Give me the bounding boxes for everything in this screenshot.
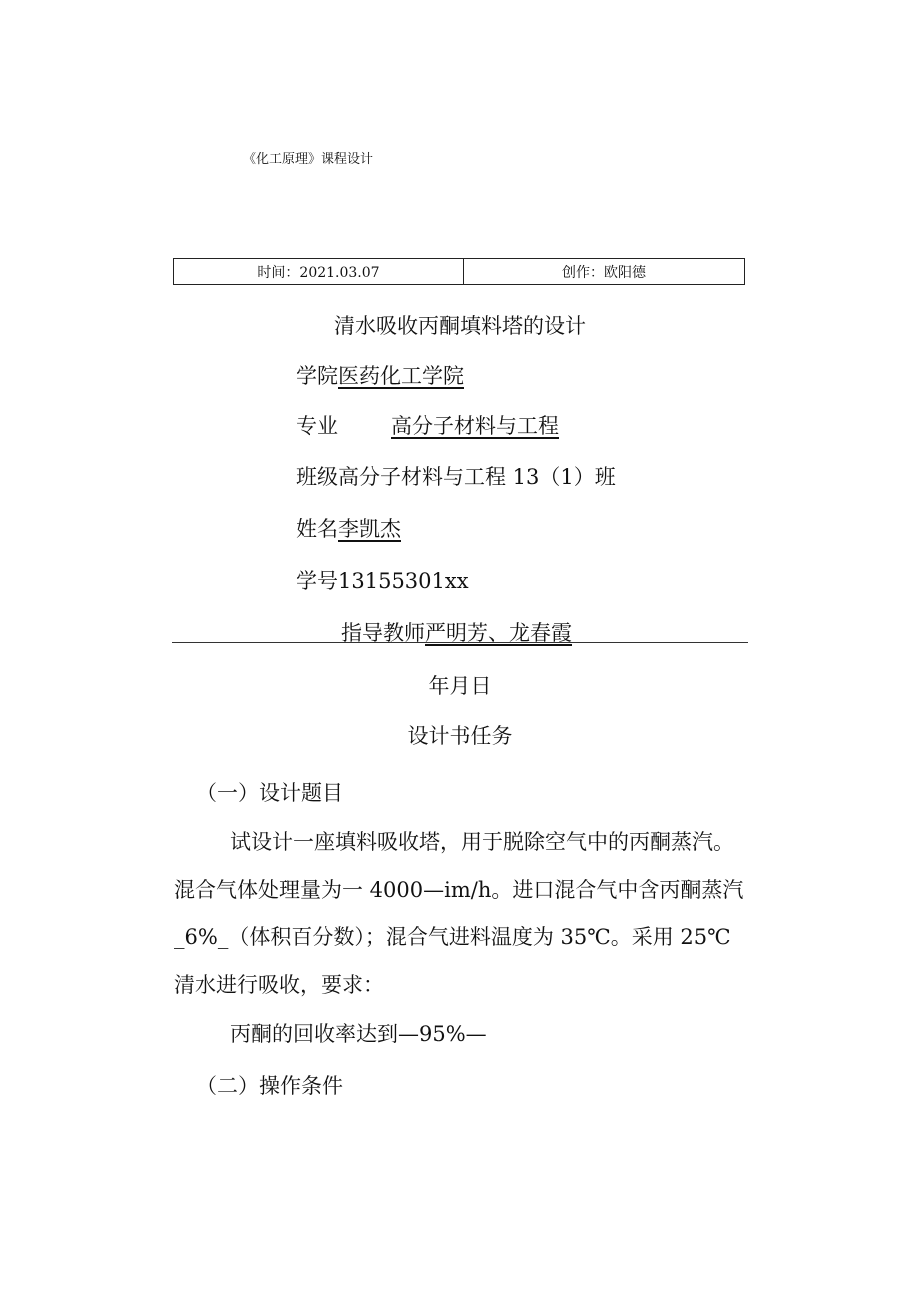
class-label: 班级 xyxy=(296,465,338,489)
meta-time: 时间：2021.03.07 xyxy=(174,259,464,284)
course-caption: 《化工原理》课程设计 xyxy=(243,152,374,167)
major-value: 高分子材料与工程 xyxy=(391,414,559,438)
cover-date: 年月日 xyxy=(428,674,492,698)
class-row xyxy=(296,461,616,491)
meta-table xyxy=(173,258,745,285)
name-label: 姓名 xyxy=(296,517,338,541)
section-heading-1: （一）设计题目 xyxy=(196,781,343,805)
id-row xyxy=(296,565,469,595)
divider-line xyxy=(172,642,748,643)
task-paragraph-line-3: _6%_（体积百分数）；混合气进料温度为 35℃。采用 25℃ xyxy=(174,925,731,949)
college-row xyxy=(296,360,464,390)
document-title: 清水吸收丙酮填料塔的设计 xyxy=(334,314,586,338)
advisor-value: 严明芳、龙春霞 xyxy=(425,621,572,645)
name-value: 李凯杰 xyxy=(338,517,401,541)
advisor-label: 指导教师 xyxy=(341,621,425,645)
id-value: 13155301xx xyxy=(338,569,469,593)
task-heading: 设计书任务 xyxy=(407,724,513,748)
task-requirement: 丙酮的回收率达到—95%— xyxy=(230,1022,487,1046)
meta-author: 创作：欧阳德 xyxy=(562,264,646,281)
task-paragraph-line-1: 试设计一座填料吸收塔，用于脱除空气中的丙酮蒸汽。 xyxy=(230,830,734,854)
major-row xyxy=(296,410,559,440)
section-heading-2: （二）操作条件 xyxy=(196,1074,343,1098)
task-paragraph-line-4: 清水进行吸收，要求： xyxy=(174,973,384,997)
major-label: 专业 xyxy=(296,414,338,438)
college-value: 医药化工学院 xyxy=(338,364,464,388)
task-paragraph-line-2: 混合气体处理量为一 4000—im/h。进口混合气中含丙酮蒸汽 xyxy=(174,878,744,902)
class-value: 高分子材料与工程 13（1）班 xyxy=(338,465,616,489)
id-label: 学号 xyxy=(296,569,338,593)
college-label: 学院 xyxy=(296,364,338,388)
name-row xyxy=(296,513,401,543)
